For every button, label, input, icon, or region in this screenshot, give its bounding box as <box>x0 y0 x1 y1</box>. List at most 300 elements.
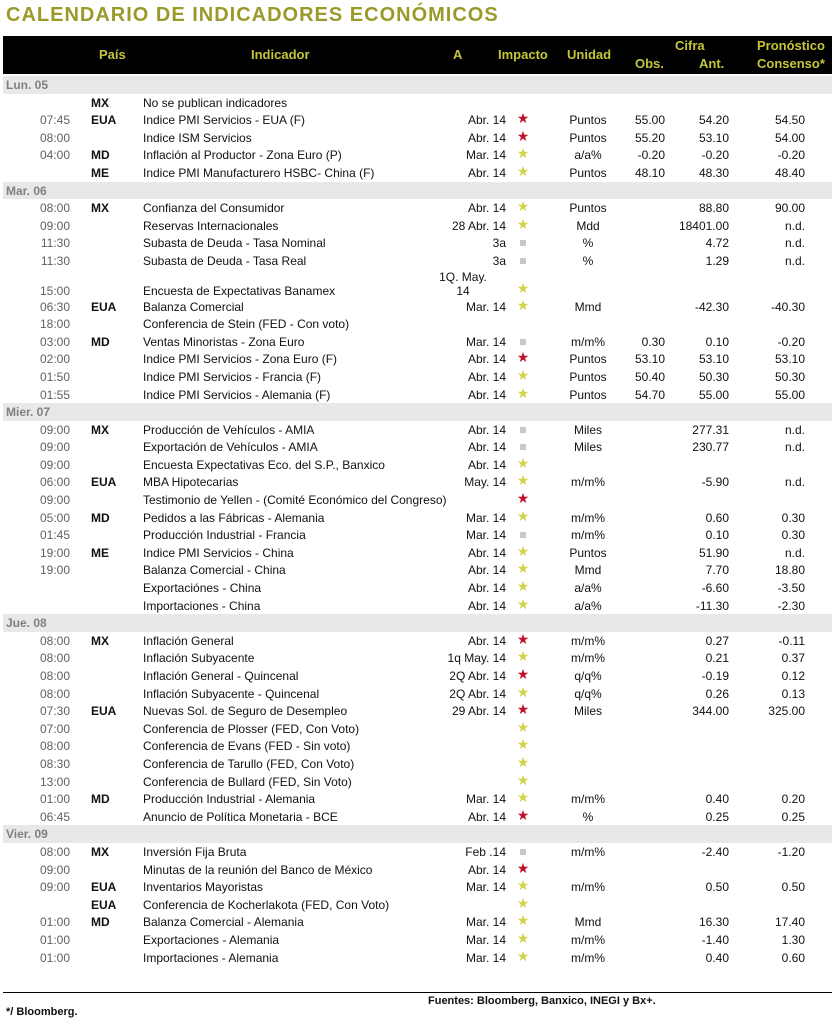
consensus-cell: 90.00 <box>774 201 805 216</box>
high-impact-star-icon: ★ <box>516 349 530 366</box>
indicator-cell: Conferencia de Stein (FED - Con voto) <box>143 317 350 332</box>
consensus-cell: 54.50 <box>774 113 805 128</box>
ant-cell: 230.77 <box>692 440 729 455</box>
country-cell: EUA <box>91 113 117 128</box>
medium-impact-star-icon: ★ <box>516 507 530 524</box>
table-row <box>3 649 832 667</box>
time-cell: 11:30 <box>40 253 70 268</box>
period-cell: Abr. 14 <box>467 457 506 472</box>
medium-impact-star-icon: ★ <box>516 912 530 929</box>
country-cell: MD <box>91 792 110 807</box>
consensus-cell: n.d. <box>784 440 805 455</box>
period-cell: Abr. 14 <box>467 633 506 648</box>
medium-impact-star-icon: ★ <box>516 736 530 753</box>
period-cell: Abr. 14 <box>467 563 506 578</box>
indicator-cell: Conferencia de Tarullo (FED, Con Voto) <box>143 756 355 771</box>
indicator-cell: Pedidos a las Fábricas - Alemania <box>143 510 325 525</box>
ant-cell: -0.20 <box>701 148 729 163</box>
ant-cell: 50.30 <box>698 369 729 384</box>
obs-cell: -0.20 <box>637 148 665 163</box>
ant-cell: -5.90 <box>701 475 729 490</box>
consensus-cell: 53.10 <box>774 352 805 367</box>
time-cell: 09:00 <box>39 440 70 455</box>
table-row <box>3 509 832 527</box>
medium-impact-star-icon: ★ <box>516 929 530 946</box>
period-cell: 3a <box>492 253 506 268</box>
ant-cell: -0.19 <box>701 669 729 683</box>
footer-note: */ Bloomberg. <box>6 1006 78 1018</box>
unit-cell: % <box>582 236 594 251</box>
consensus-cell: -0.11 <box>778 633 805 648</box>
period-cell: Mar. 14 <box>465 932 506 947</box>
time-cell: 07:00 <box>39 721 70 736</box>
indicator-cell: Inversión Fija Bruta <box>143 844 247 859</box>
ant-cell: 0.27 <box>705 633 729 648</box>
day-header <box>3 182 832 200</box>
period-cell: Abr. 14 <box>467 545 506 560</box>
indicator-cell: Inflación Subyacente <box>143 651 255 666</box>
table-row <box>3 861 832 879</box>
unit-cell: Puntos <box>569 369 607 384</box>
period-cell: Mar. 14 <box>465 299 506 314</box>
low-impact-square-icon <box>520 339 526 345</box>
ant-cell: 48.30 <box>698 165 729 180</box>
period-cell: Mar. 14 <box>465 148 506 163</box>
country-cell: EUA <box>91 704 117 719</box>
low-impact-square-icon <box>520 849 526 855</box>
table-row <box>3 491 832 509</box>
unit-cell: Mmd <box>574 563 602 578</box>
obs-cell: 0.30 <box>641 334 665 349</box>
time-cell: 05:00 <box>39 510 70 525</box>
high-impact-star-icon: ★ <box>516 110 530 127</box>
medium-impact-star-icon: ★ <box>516 454 530 471</box>
indicator-cell: Minutas de la reunión del Banco de México <box>143 862 373 877</box>
medium-impact-star-icon: ★ <box>516 384 530 401</box>
medium-impact-star-icon: ★ <box>516 578 530 595</box>
consensus-cell: -2.30 <box>777 598 805 613</box>
country-cell: ME <box>91 545 109 560</box>
period-cell: Abr. 14 <box>467 598 506 613</box>
indicator-cell: Importaciones - Alemania <box>143 950 279 965</box>
country-cell: MX <box>91 633 109 648</box>
consensus-cell: n.d. <box>784 218 805 233</box>
unit-cell: Puntos <box>569 165 607 180</box>
unit-cell: Puntos <box>569 113 607 128</box>
unit-cell: m/m% <box>571 950 605 965</box>
time-cell: 06:30 <box>39 299 70 314</box>
unit-cell: Miles <box>573 422 602 437</box>
unit-cell: q/q% <box>574 669 602 683</box>
time-cell: 08:00 <box>39 633 70 648</box>
time-cell: 08:00 <box>39 130 70 145</box>
medium-impact-star-icon: ★ <box>516 279 530 296</box>
header-a: A <box>453 47 463 62</box>
ant-cell: 0.50 <box>705 880 729 895</box>
medium-impact-star-icon: ★ <box>516 542 530 559</box>
indicator-cell: Inflación al Productor - Zona Euro (P) <box>143 148 342 163</box>
ant-cell: 0.10 <box>705 528 729 543</box>
consensus-cell: 1.30 <box>781 932 805 947</box>
medium-impact-star-icon: ★ <box>516 366 530 383</box>
ant-cell: -1.40 <box>701 932 729 947</box>
period-cell: Abr. 14 <box>467 201 506 216</box>
medium-impact-star-icon: ★ <box>516 789 530 806</box>
unit-cell: m/m% <box>571 792 605 807</box>
medium-impact-star-icon: ★ <box>516 472 530 489</box>
day-header <box>3 825 832 843</box>
header-consenso: Consenso* <box>757 56 825 71</box>
ant-cell: -6.60 <box>701 581 729 596</box>
table-row <box>3 561 832 579</box>
unit-cell: m/m% <box>571 510 605 525</box>
unit-cell: Mmd <box>574 299 602 314</box>
ant-cell: 0.26 <box>705 686 729 701</box>
indicator-cell: Exportación de Vehículos - AMIA <box>143 440 318 455</box>
time-cell: 03:00 <box>39 334 70 349</box>
consensus-cell: n.d. <box>784 253 805 268</box>
country-cell: MD <box>91 334 110 349</box>
indicator-cell: Exportaciones - Alemania <box>143 932 280 947</box>
table-header <box>3 36 832 74</box>
period-cell: 29 Abr. 14 <box>451 704 506 719</box>
period-cell: Abr. 14 <box>467 113 506 128</box>
table-row <box>3 755 832 773</box>
ant-cell: 53.10 <box>698 352 729 367</box>
ant-cell: -42.30 <box>694 299 729 314</box>
period-cell: Mar. 14 <box>465 950 506 965</box>
ant-cell: 4.72 <box>705 236 729 251</box>
time-cell: 07:30 <box>39 704 70 719</box>
period-cell: Abr. 14 <box>467 369 506 384</box>
country-cell: EUA <box>91 897 117 912</box>
medium-impact-star-icon: ★ <box>516 683 530 700</box>
period-cell: Abr. 14 <box>467 352 506 367</box>
period-cell: Abr. 14 <box>467 130 506 145</box>
time-cell: 08:00 <box>39 686 70 701</box>
table-row <box>3 913 832 931</box>
indicator-cell: Conferencia de Evans (FED - Sin voto) <box>143 739 351 754</box>
ant-cell: -2.40 <box>701 844 729 859</box>
table-row <box>3 878 832 896</box>
indicator-cell: Confianza del Consumidor <box>143 201 285 216</box>
medium-impact-star-icon: ★ <box>516 771 530 788</box>
low-impact-square-icon <box>520 427 526 433</box>
time-cell: 09:00 <box>39 218 70 233</box>
time-cell: 19:00 <box>39 563 70 578</box>
period-cell: Mar. 14 <box>465 792 506 807</box>
table-row <box>3 315 832 333</box>
unit-cell: m/m% <box>571 475 605 490</box>
time-cell: 01:00 <box>39 932 70 947</box>
footer-sources: Fuentes: Bloomberg, Banxico, INEGI y Bx+. <box>428 995 656 1007</box>
high-impact-star-icon: ★ <box>516 490 530 507</box>
day-header <box>3 76 832 94</box>
time-cell: 08:00 <box>39 201 70 216</box>
country-cell: MX <box>91 422 109 437</box>
indicator-cell: Inventarios Mayoristas <box>143 880 264 895</box>
table-row <box>3 270 832 298</box>
table-row <box>3 931 832 949</box>
ant-cell: 277.31 <box>692 422 729 437</box>
high-impact-star-icon: ★ <box>516 859 530 876</box>
unit-cell: q/q% <box>574 686 602 701</box>
period-cell: Mar. 14 <box>465 510 506 525</box>
country-cell: MX <box>91 844 109 859</box>
indicator-table <box>3 76 832 966</box>
header-ant: Ant. <box>699 56 725 71</box>
unit-cell: Miles <box>573 704 602 719</box>
unit-cell: Puntos <box>569 387 607 402</box>
table-row <box>3 526 832 544</box>
page-title: CALENDARIO DE INDICADORES ECONÓMICOS <box>6 4 499 26</box>
unit-cell: Puntos <box>569 130 607 145</box>
header-impacto: Impacto <box>498 47 548 62</box>
consensus-cell: 0.50 <box>781 880 805 895</box>
consensus-cell: 17.40 <box>774 915 805 930</box>
day-label: Mier. 07 <box>6 405 51 420</box>
table-row <box>3 632 832 650</box>
time-cell: 04:00 <box>39 148 70 163</box>
unit-cell: Puntos <box>569 352 607 367</box>
unit-cell: Puntos <box>569 201 607 216</box>
low-impact-marker <box>513 844 533 858</box>
time-cell: 01:55 <box>39 387 70 402</box>
high-impact-star-icon: ★ <box>516 701 530 718</box>
consensus-cell: -0.20 <box>777 148 805 163</box>
period-cell: 2Q Abr. 14 <box>449 686 506 701</box>
table-row <box>3 421 832 439</box>
table-row <box>3 217 832 235</box>
medium-impact-star-icon: ★ <box>516 947 530 964</box>
indicator-cell: MBA Hipotecarias <box>143 475 239 490</box>
high-impact-star-icon: ★ <box>516 806 530 823</box>
table-row <box>3 949 832 967</box>
table-row <box>3 298 832 316</box>
ant-cell: 0.25 <box>705 809 729 824</box>
consensus-cell: 50.30 <box>774 369 805 384</box>
header-cifra: Cifra <box>675 38 705 53</box>
ant-cell: 1.29 <box>705 253 729 268</box>
indicator-cell: Nuevas Sol. de Seguro de Desempleo <box>143 704 348 719</box>
ant-cell: 0.21 <box>705 651 729 666</box>
consensus-cell: 0.60 <box>781 950 805 965</box>
medium-impact-star-icon: ★ <box>516 595 530 612</box>
low-impact-square-icon <box>520 258 526 264</box>
period-cell: 1q May. 14 <box>447 651 506 666</box>
country-cell: EUA <box>91 299 117 314</box>
time-cell: 09:00 <box>39 862 70 877</box>
time-cell: 01:45 <box>39 528 70 543</box>
time-cell: 08:30 <box>39 756 70 771</box>
table-row <box>3 386 832 404</box>
period-cell: Feb .14 <box>465 844 506 859</box>
consensus-cell: n.d. <box>784 236 805 251</box>
unit-cell: % <box>582 809 594 824</box>
country-cell: MD <box>91 915 110 930</box>
obs-cell: 53.10 <box>634 352 665 367</box>
low-impact-marker <box>513 334 533 348</box>
indicator-cell: Ventas Minoristas - Zona Euro <box>143 334 305 349</box>
country-cell: EUA <box>91 475 117 490</box>
time-cell: 09:00 <box>39 422 70 437</box>
time-cell: 01:00 <box>39 950 70 965</box>
indicator-cell: Conferencia de Plosser (FED, Con Voto) <box>143 721 360 736</box>
time-cell: 13:00 <box>39 774 70 789</box>
obs-cell: 48.10 <box>634 165 665 180</box>
obs-cell: 55.00 <box>634 113 665 128</box>
unit-cell: Mmd <box>574 915 602 930</box>
table-row <box>3 252 832 270</box>
low-impact-square-icon <box>520 444 526 450</box>
indicator-cell: Reservas Internacionales <box>143 218 279 233</box>
medium-impact-star-icon: ★ <box>516 894 530 911</box>
consensus-cell: 0.20 <box>781 792 805 807</box>
day-label: Jue. 08 <box>6 616 47 631</box>
medium-impact-star-icon: ★ <box>516 145 530 162</box>
time-cell: 01:00 <box>39 915 70 930</box>
unit-cell: m/m% <box>571 932 605 947</box>
consensus-cell: -1.20 <box>777 844 805 859</box>
unit-cell: Miles <box>573 440 602 455</box>
ant-cell: 51.90 <box>698 545 729 560</box>
consensus-cell: 55.00 <box>774 387 805 402</box>
consensus-cell: 0.13 <box>781 686 805 701</box>
unit-cell: m/m% <box>571 334 605 349</box>
period-cell: Abr. 14 <box>467 422 506 437</box>
ant-cell: 0.40 <box>705 950 729 965</box>
country-cell: ME <box>91 165 109 180</box>
period-cell: May. 14 <box>464 475 506 490</box>
indicator-cell: Producción de Vehículos - AMIA <box>143 422 315 437</box>
time-cell: 02:00 <box>39 352 70 367</box>
ant-cell: 0.10 <box>705 334 729 349</box>
country-cell: MX <box>91 201 109 216</box>
time-cell: 09:00 <box>39 880 70 895</box>
unit-cell: % <box>582 253 594 268</box>
ant-cell: 0.60 <box>705 510 729 525</box>
period-cell: Abr. 14 <box>467 581 506 596</box>
unit-cell: a/a% <box>574 598 602 613</box>
consensus-cell: 0.30 <box>781 510 805 525</box>
consensus-cell: 48.40 <box>774 165 805 180</box>
indicator-cell: Testimonio de Yellen - (Comité Económico del Congreso) <box>143 493 447 508</box>
unit-cell: m/m% <box>571 844 605 859</box>
period-cell: 1Q. May. <box>439 269 487 284</box>
indicator-cell: Indice PMI Servicios - China <box>143 545 294 560</box>
unit-cell: m/m% <box>571 880 605 895</box>
high-impact-star-icon: ★ <box>516 666 530 682</box>
period-cell: Abr. 14 <box>467 387 506 402</box>
table-row <box>3 667 832 685</box>
indicator-cell: Exportaciónes - China <box>143 581 262 596</box>
indicator-cell: Conferencia de Kocherlakota (FED, Con Voto) <box>143 897 390 912</box>
time-cell: 18:00 <box>39 317 70 332</box>
table-row <box>3 350 832 368</box>
table-row <box>3 597 832 615</box>
medium-impact-star-icon: ★ <box>516 718 530 735</box>
footer-divider <box>3 992 832 993</box>
indicator-cell: Encuesta de Expectativas Banamex <box>143 283 336 298</box>
period-cell: Abr. 14 <box>467 809 506 824</box>
time-cell: 01:00 <box>39 792 70 807</box>
time-cell: 09:00 <box>39 493 70 508</box>
consensus-cell: 0.30 <box>781 528 805 543</box>
ant-cell: 0.40 <box>705 792 729 807</box>
consensus-cell: 0.25 <box>781 809 805 824</box>
period-cell: Abr. 14 <box>467 440 506 455</box>
table-row <box>3 473 832 491</box>
medium-impact-star-icon: ★ <box>516 162 530 179</box>
day-label: Vier. 09 <box>6 827 48 842</box>
medium-impact-star-icon: ★ <box>516 753 530 770</box>
header-unidad: Unidad <box>567 47 612 62</box>
period-cell: 28 Abr. 14 <box>451 218 506 233</box>
header-pronostico: Pronóstico <box>757 38 825 53</box>
ant-cell: 88.80 <box>698 201 729 216</box>
table-row <box>3 685 832 703</box>
indicator-cell: Subasta de Deuda - Tasa Nominal <box>143 236 326 251</box>
header-pais: País <box>99 47 126 62</box>
medium-impact-star-icon: ★ <box>516 215 530 232</box>
time-cell: 07:45 <box>39 113 70 128</box>
ant-cell: 55.00 <box>698 387 729 402</box>
obs-cell: 50.40 <box>634 369 665 384</box>
period-cell: Abr. 14 <box>467 862 506 877</box>
country-cell: MD <box>91 510 110 525</box>
table-row <box>3 438 832 456</box>
consensus-cell: 0.12 <box>781 669 805 683</box>
unit-cell: Mdd <box>576 218 600 233</box>
time-cell: 15:00 <box>39 283 70 298</box>
consensus-cell: n.d. <box>784 475 805 490</box>
ant-cell: 16.30 <box>698 915 729 930</box>
day-label: Lun. 05 <box>6 78 49 92</box>
indicator-cell: Producción Industrial - Alemania <box>143 792 316 807</box>
unit-cell: m/m% <box>571 633 605 648</box>
medium-impact-star-icon: ★ <box>516 648 530 665</box>
table-row <box>3 368 832 386</box>
period-cell: Mar. 14 <box>465 915 506 930</box>
low-impact-square-icon <box>520 532 526 538</box>
indicator-cell: Importaciones - China <box>143 598 261 613</box>
ant-cell: 54.20 <box>698 113 729 128</box>
table-row <box>3 94 832 112</box>
period-cell: 3a <box>492 236 506 251</box>
table-row <box>3 737 832 755</box>
indicator-cell: Inflación General <box>143 633 234 648</box>
consensus-cell: 325.00 <box>768 704 805 719</box>
indicator-cell: Indice PMI Servicios - Alemania (F) <box>143 387 331 402</box>
time-cell: 11:30 <box>40 236 70 251</box>
indicator-cell: Indice ISM Servicios <box>143 130 252 145</box>
medium-impact-star-icon: ★ <box>516 296 530 313</box>
ant-cell: 7.70 <box>705 563 729 578</box>
time-cell: 08:00 <box>39 739 70 754</box>
indicator-cell: Balanza Comercial <box>143 299 244 314</box>
day-header <box>3 614 832 632</box>
time-cell: 06:00 <box>39 475 70 490</box>
time-cell: 01:50 <box>39 369 70 384</box>
low-impact-marker <box>513 422 533 436</box>
time-cell: 09:00 <box>39 457 70 472</box>
low-impact-marker <box>513 235 533 249</box>
indicator-cell: Indice PMI Servicios - Zona Euro (F) <box>143 352 338 367</box>
time-cell: 08:00 <box>39 651 70 666</box>
table-row <box>3 773 832 791</box>
indicator-cell: No se publican indicadores <box>143 95 288 110</box>
period-cell-line2: 14 <box>456 283 470 298</box>
